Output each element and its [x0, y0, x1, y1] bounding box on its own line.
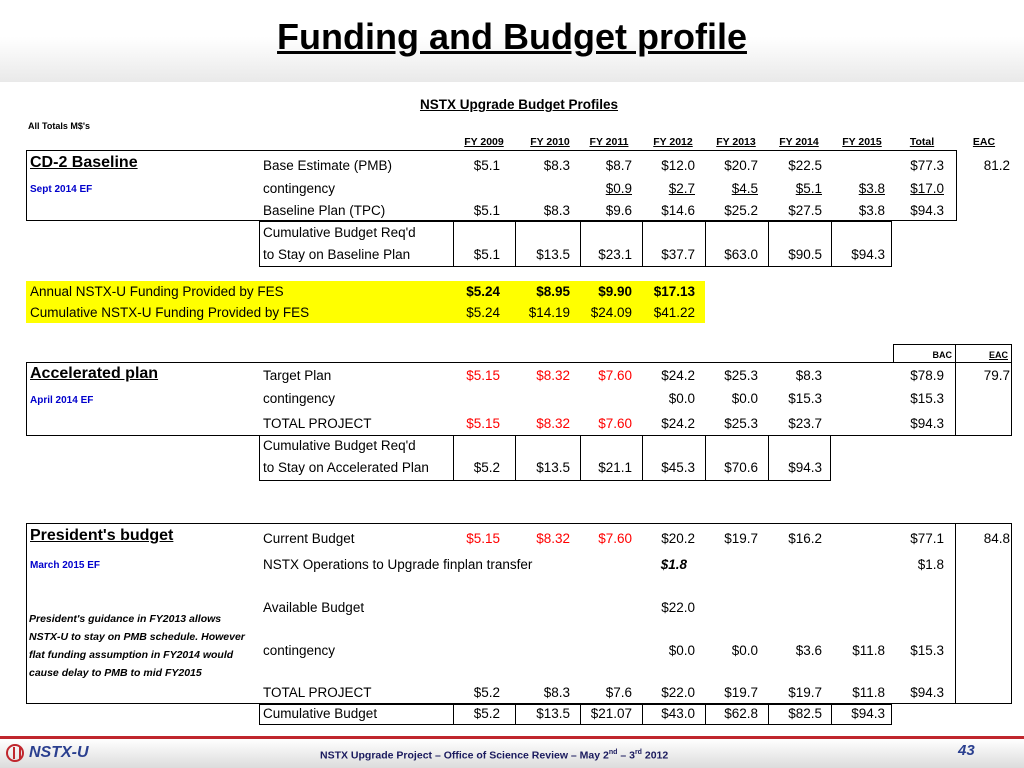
- value-cell: $13.5: [536, 706, 570, 721]
- cd2-cumulative-box: [891, 221, 892, 267]
- bac-eac-header: [893, 344, 894, 362]
- row-label: Base Estimate (PMB): [263, 158, 393, 173]
- value-cell: $25.3: [724, 416, 758, 431]
- footer-part: NSTX Upgrade Project – Office of Science Review – May 2: [320, 749, 609, 762]
- value-cell: $5.24: [466, 305, 500, 320]
- cell-border: [768, 221, 769, 266]
- row-label: to Stay on Accelerated Plan: [263, 460, 429, 475]
- cd2-cumulative-box: [259, 221, 260, 266]
- column-header: FY 2012: [653, 136, 693, 148]
- section-subtitle: Sept 2014 EF: [30, 184, 93, 195]
- column-header: FY 2014: [779, 136, 819, 148]
- guidance-note: President's guidance in FY2013 allows NSTX-U to stay on PMB schedule. However flat funding assumption in FY2014 would cause delay to PMB to mid FY2015: [29, 613, 245, 679]
- value-cell: $22.5: [788, 158, 822, 173]
- cd2-cumulative-box: [259, 266, 891, 267]
- value-cell: $8.32: [536, 416, 570, 431]
- value-cell: $82.5: [788, 706, 822, 721]
- value-cell: $11.8: [852, 643, 885, 658]
- value-cell: $0.9: [605, 181, 632, 196]
- value-cell: $7.6: [605, 685, 632, 700]
- row-label: Cumulative NSTX-U Funding Provided by FES: [30, 305, 310, 320]
- cell-border: [515, 221, 516, 266]
- value-cell: $70.6: [724, 460, 758, 475]
- row-label: TOTAL PROJECT: [263, 685, 372, 700]
- president-box: [26, 523, 27, 703]
- row-label: Available Budget: [263, 600, 365, 615]
- value-cell: $13.5: [536, 460, 570, 475]
- value-cell: $4.5: [731, 181, 758, 196]
- value-cell: $0.0: [668, 391, 695, 406]
- value-cell: $8.3: [795, 368, 822, 383]
- accelerated-box: [26, 362, 1011, 363]
- value-cell: $5.1: [473, 158, 500, 173]
- value-cell: $94.3: [910, 203, 944, 218]
- value-cell: $41.22: [653, 305, 695, 320]
- value-cell: $9.6: [605, 203, 632, 218]
- value-cell: $0.0: [731, 391, 758, 406]
- value-cell: $8.32: [536, 531, 570, 546]
- value-cell: $5.2: [473, 460, 500, 475]
- value-cell: $24.2: [661, 368, 695, 383]
- column-header: Total: [909, 136, 935, 148]
- value-cell: $94.3: [910, 685, 944, 700]
- value-cell: $16.2: [788, 531, 822, 546]
- cell-border: [831, 704, 832, 724]
- eac-header: EAC: [988, 350, 1008, 360]
- cd2-box: [26, 150, 956, 151]
- cell-border: [580, 221, 581, 266]
- bac-header: BAC: [932, 350, 952, 360]
- value-cell: $5.1: [473, 203, 500, 218]
- section-title: Accelerated plan: [30, 365, 159, 382]
- value-cell: $25.2: [724, 203, 758, 218]
- column-header: FY 2013: [716, 136, 756, 148]
- cell-border: [705, 704, 706, 724]
- value-cell: $94.3: [851, 706, 885, 721]
- accelerated-cumulative-box: [259, 480, 830, 481]
- value-cell: $5.15: [466, 531, 500, 546]
- value-cell: $23.1: [598, 247, 632, 262]
- accelerated-cumulative-box: [259, 435, 830, 436]
- president-cumulative-box: [259, 704, 891, 705]
- cell-border: [515, 704, 516, 724]
- footer-text: [320, 749, 668, 762]
- cell-border: [453, 704, 454, 724]
- president-cumulative-box: [259, 704, 260, 724]
- row-label: contingency: [263, 391, 336, 406]
- row-label: Cumulative Budget Req'd: [263, 225, 416, 240]
- value-cell: $37.7: [661, 247, 695, 262]
- value-cell: $1.8: [917, 557, 944, 572]
- president-cumulative-box: [259, 724, 891, 725]
- value-cell: $43.0: [661, 706, 695, 721]
- value-cell: $62.8: [724, 706, 758, 721]
- footer-part: 2012: [641, 749, 669, 762]
- eac-value: 81.2: [983, 158, 1010, 173]
- value-cell: $0.0: [668, 643, 695, 658]
- accelerated-cumulative-box: [259, 435, 260, 480]
- value-cell: $25.3: [724, 368, 758, 383]
- accelerated-box: [1011, 362, 1012, 436]
- accelerated-box: [26, 362, 27, 435]
- page-number: 43: [958, 742, 975, 759]
- value-cell: $14.19: [528, 305, 570, 320]
- value-cell: $21.07: [590, 706, 632, 721]
- cell-border: [580, 435, 581, 480]
- row-label: to Stay on Baseline Plan: [263, 247, 411, 262]
- cell-border: [705, 221, 706, 266]
- value-cell: $20.7: [724, 158, 758, 173]
- eac-value: 79.7: [983, 368, 1010, 383]
- value-cell: $3.8: [858, 181, 885, 196]
- value-cell: $8.3: [543, 203, 570, 218]
- footer-part: – 3: [617, 749, 635, 762]
- value-cell: $8.3: [543, 158, 570, 173]
- accelerated-cumulative-box: [830, 435, 831, 481]
- value-cell: $14.6: [661, 203, 695, 218]
- value-cell: $63.0: [724, 247, 758, 262]
- value-cell: $5.1: [473, 247, 500, 262]
- value-cell: $19.7: [724, 531, 758, 546]
- row-label: Current Budget: [263, 531, 355, 546]
- column-header: FY 2010: [530, 136, 570, 148]
- row-label: contingency: [263, 643, 336, 658]
- value-cell: $7.60: [598, 531, 632, 546]
- value-cell: $20.2: [661, 531, 695, 546]
- cell-border: [768, 435, 769, 480]
- value-cell: $0.0: [731, 643, 758, 658]
- column-header: FY 2011: [589, 136, 629, 148]
- value-cell: $27.5: [788, 203, 822, 218]
- row-label: Cumulative Budget Req'd: [263, 438, 416, 453]
- row-label: Target Plan: [263, 368, 332, 383]
- cell-border: [831, 221, 832, 266]
- value-cell: $5.24: [466, 284, 500, 299]
- cell-border: [768, 704, 769, 724]
- value-cell: $22.0: [661, 685, 695, 700]
- cell-border: [642, 221, 643, 266]
- section-subtitle: March 2015 EF: [30, 560, 101, 571]
- value-cell: $13.5: [536, 247, 570, 262]
- logo-text: NSTX-U: [29, 744, 89, 761]
- president-box: [1011, 523, 1012, 704]
- value-cell: $7.60: [598, 416, 632, 431]
- value-cell: $90.5: [788, 247, 822, 262]
- president-box: [26, 523, 1011, 524]
- cell-border: [453, 435, 454, 480]
- section-title: President's budget: [30, 527, 174, 544]
- value-cell: $5.2: [473, 685, 500, 700]
- value-cell: $15.3: [910, 391, 944, 406]
- value-cell: $5.15: [466, 368, 500, 383]
- row-label: NSTX Operations to Upgrade finplan transfer: [263, 557, 533, 572]
- cell-border: [955, 362, 956, 435]
- column-header: EAC: [972, 136, 996, 148]
- value-cell: $94.3: [788, 460, 822, 475]
- value-cell: $8.32: [536, 368, 570, 383]
- row-label: Cumulative Budget: [263, 706, 378, 721]
- row-label: contingency: [263, 181, 336, 196]
- cell-border: [580, 704, 581, 724]
- value-cell: $77.1: [910, 531, 944, 546]
- row-label: Baseline Plan (TPC): [263, 203, 386, 218]
- units-label: All Totals M$'s: [28, 121, 90, 131]
- value-cell: $15.3: [788, 391, 822, 406]
- value-cell: $11.8: [852, 685, 885, 700]
- logo-icon: [6, 744, 24, 762]
- value-cell: $1.8: [660, 557, 687, 572]
- row-label: TOTAL PROJECT: [263, 416, 372, 431]
- column-header: FY 2015: [842, 136, 882, 148]
- cell-border: [642, 435, 643, 480]
- column-header: FY 2009: [464, 136, 504, 148]
- value-cell: $2.7: [668, 181, 695, 196]
- section-title: CD-2 Baseline: [30, 154, 138, 171]
- footer-sup: nd: [608, 749, 618, 756]
- footer-sup: rd: [634, 749, 642, 756]
- bac-eac-header: [893, 344, 1011, 345]
- cd2-box: [26, 150, 27, 220]
- value-cell: $77.3: [910, 158, 944, 173]
- value-cell: $15.3: [910, 643, 944, 658]
- value-cell: $9.90: [598, 284, 632, 299]
- value-cell: $24.2: [661, 416, 695, 431]
- nstx-logo: [6, 742, 89, 764]
- value-cell: $7.60: [598, 368, 632, 383]
- value-cell: $8.95: [536, 284, 570, 299]
- eac-value: 84.8: [983, 531, 1010, 546]
- value-cell: $17.0: [910, 181, 944, 196]
- value-cell: $45.3: [661, 460, 695, 475]
- cell-border: [705, 435, 706, 480]
- cd2-box: [956, 150, 957, 221]
- cd2-cumulative-box: [259, 221, 891, 222]
- value-cell: $5.15: [466, 416, 500, 431]
- table-title: NSTX Upgrade Budget Profiles: [419, 97, 619, 112]
- value-cell: $19.7: [724, 685, 758, 700]
- value-cell: $5.2: [473, 706, 500, 721]
- value-cell: $8.3: [543, 685, 570, 700]
- value-cell: $78.9: [910, 368, 944, 383]
- value-cell: $8.7: [605, 158, 632, 173]
- value-cell: $3.8: [858, 203, 885, 218]
- value-cell: $12.0: [661, 158, 695, 173]
- cell-border: [515, 435, 516, 480]
- value-cell: $94.3: [851, 247, 885, 262]
- value-cell: $19.7: [788, 685, 822, 700]
- president-cumulative-box: [891, 704, 892, 725]
- cell-border: [955, 523, 956, 703]
- cell-border: [453, 221, 454, 266]
- value-cell: $5.1: [795, 181, 822, 196]
- value-cell: $17.13: [653, 284, 695, 299]
- slide-title: Funding and Budget profile: [277, 16, 747, 57]
- value-cell: $3.6: [795, 643, 822, 658]
- value-cell: $21.1: [598, 460, 632, 475]
- bac-eac-header: [1011, 344, 1012, 363]
- row-label: Annual NSTX-U Funding Provided by FES: [30, 284, 284, 299]
- value-cell: $22.0: [661, 600, 695, 615]
- value-cell: $94.3: [910, 416, 944, 431]
- section-subtitle: April 2014 EF: [30, 395, 94, 406]
- value-cell: $23.7: [788, 416, 822, 431]
- value-cell: $24.09: [590, 305, 632, 320]
- cell-border: [955, 344, 956, 362]
- cell-border: [642, 704, 643, 724]
